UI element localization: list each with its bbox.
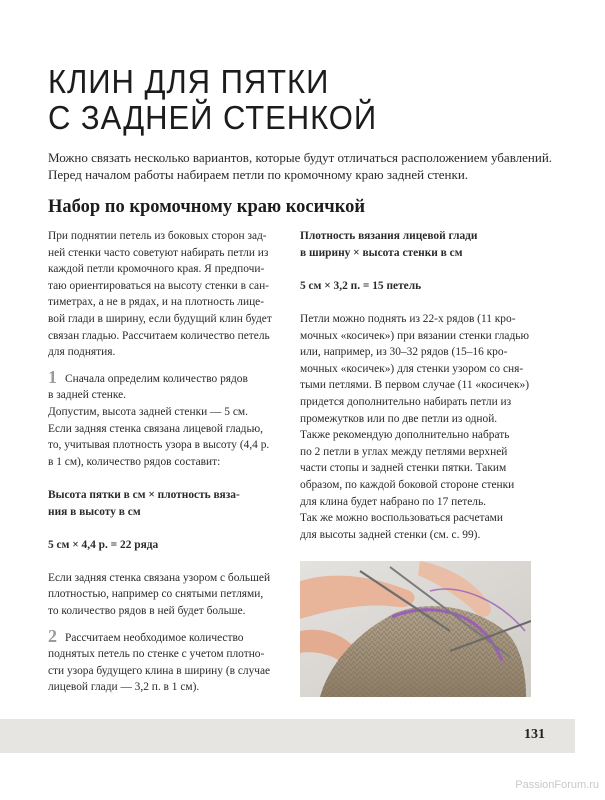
formula-line: в ширину × высота стенки в см <box>300 246 463 259</box>
step-number: 2 <box>48 625 57 646</box>
knitting-photo <box>300 561 531 697</box>
step-1 <box>48 366 300 471</box>
watermark: PassionForum.ru <box>515 779 599 791</box>
paragraph-picking-up <box>300 311 558 543</box>
title-line-1: КЛИН ДЛЯ ПЯТКИ <box>48 63 330 100</box>
text-line: промежутков или по две петли из одной. <box>300 412 498 425</box>
page-number: 131 <box>524 727 545 742</box>
formula-line: ния в высоту в см <box>48 505 141 518</box>
paragraph-dense-pattern <box>48 570 300 620</box>
step-2 <box>48 625 300 696</box>
formula-line: Высота пятки в см × плотность вяза- <box>48 488 240 501</box>
step-1-first-line <box>48 366 300 388</box>
right-column <box>300 228 558 543</box>
formula-stitches <box>300 228 558 261</box>
text-line: Если задняя стенка связана узором с большей <box>48 571 271 584</box>
footer-band <box>0 719 575 753</box>
intro-line: Можно связать несколько вариантов, которые будут отличаться расположением убавлений. <box>48 150 553 165</box>
knitting-photo-illustration <box>300 561 531 697</box>
text-line: вой глади в ширину, если будущий клин будет <box>48 312 272 325</box>
text-line: для клина будет набрано по 17 петель. <box>300 495 487 508</box>
section-heading: Набор по кромочному краю косичкой <box>48 197 366 217</box>
text-line: ней стенки часто советуют набирать петли из <box>48 246 269 259</box>
title-line-2: С ЗАДНЕЙ СТЕНКОЙ <box>48 99 378 136</box>
text-line: части стопы и задней стенки пятки. Таким <box>300 462 507 475</box>
text-line: лицевой глади — 3,2 п. в 1 см). <box>48 681 200 694</box>
text-line: плотностью, например со снятыми петлями, <box>48 588 264 601</box>
text-line: в задней стенке. <box>48 389 127 402</box>
text-line: то, учитывая плотность узора в высоту (4,4 р. <box>48 439 270 452</box>
text-line: тиметрах, а не в рядах, и на плотность лице- <box>48 296 265 309</box>
left-column <box>48 228 300 696</box>
page-title <box>48 64 537 136</box>
formula-line: Плотность вязания лицевой глади <box>300 230 478 242</box>
text-line: образом, по каждой боковой стороне стенки <box>300 478 515 491</box>
text-line: или, например, из 30–32 рядов (15–16 кро- <box>300 346 508 359</box>
text-line: Если задняя стенка связана лицевой гладью, <box>48 422 263 435</box>
intro-paragraph <box>48 149 568 183</box>
text-line: то количество рядов в ней будет больше. <box>48 605 246 618</box>
text-line: Так же можно воспользоваться расчетами <box>300 512 503 525</box>
step-text: Сначала определим количество рядов <box>65 372 248 385</box>
text-line: по 2 петли в углах между петлями верхней <box>300 445 508 458</box>
text-line: Петли можно поднять из 22-х рядов (11 кро- <box>300 312 516 325</box>
text-line: таю ориентироваться на высоту стенки в сан- <box>48 279 269 292</box>
text-line: для высоты задней стенки (см. с. 99). <box>300 528 481 541</box>
text-line: Допустим, высота задней стенки — 5 см. <box>48 405 248 418</box>
text-line: мочных «косичек») при вязании стенки гладью <box>300 329 529 342</box>
step-text: Рассчитаем необходимое количество <box>65 631 244 644</box>
text-line: в 1 см), количество рядов составит: <box>48 455 221 468</box>
step-2-first-line <box>48 625 300 647</box>
formula-result-rows: 5 см × 4,4 р. = 22 ряда <box>48 538 159 551</box>
step-number: 1 <box>48 366 57 387</box>
paragraph-intro <box>48 228 300 361</box>
text-line: тыми петлями. В первом случае (11 «косичек») <box>300 379 529 392</box>
text-line: Также рекомендую дополнительно набрать <box>300 429 510 442</box>
intro-line: Перед началом работы набираем петли по кромочному краю задней стенки. <box>48 167 469 182</box>
text-line: каждой петли кромочного края. Я предпочи- <box>48 263 265 276</box>
text-line: мочных «косичек») для стенки узором со сня- <box>300 362 524 375</box>
text-line: для поднятия. <box>48 346 116 359</box>
text-line: связан гладью. Рассчитаем количество петель <box>48 329 270 342</box>
text-line: сти узора будущего клина в ширину (в случае <box>48 664 271 677</box>
formula-rows <box>48 487 300 520</box>
text-line: поднятых петель по стенке с учетом плотно- <box>48 648 265 661</box>
text-line: придется дополнительно набирать петли из <box>300 395 512 408</box>
text-line: При поднятии петель из боковых сторон зад- <box>48 230 267 242</box>
formula-result-stitches: 5 см × 3,2 п. = 15 петель <box>300 279 422 292</box>
